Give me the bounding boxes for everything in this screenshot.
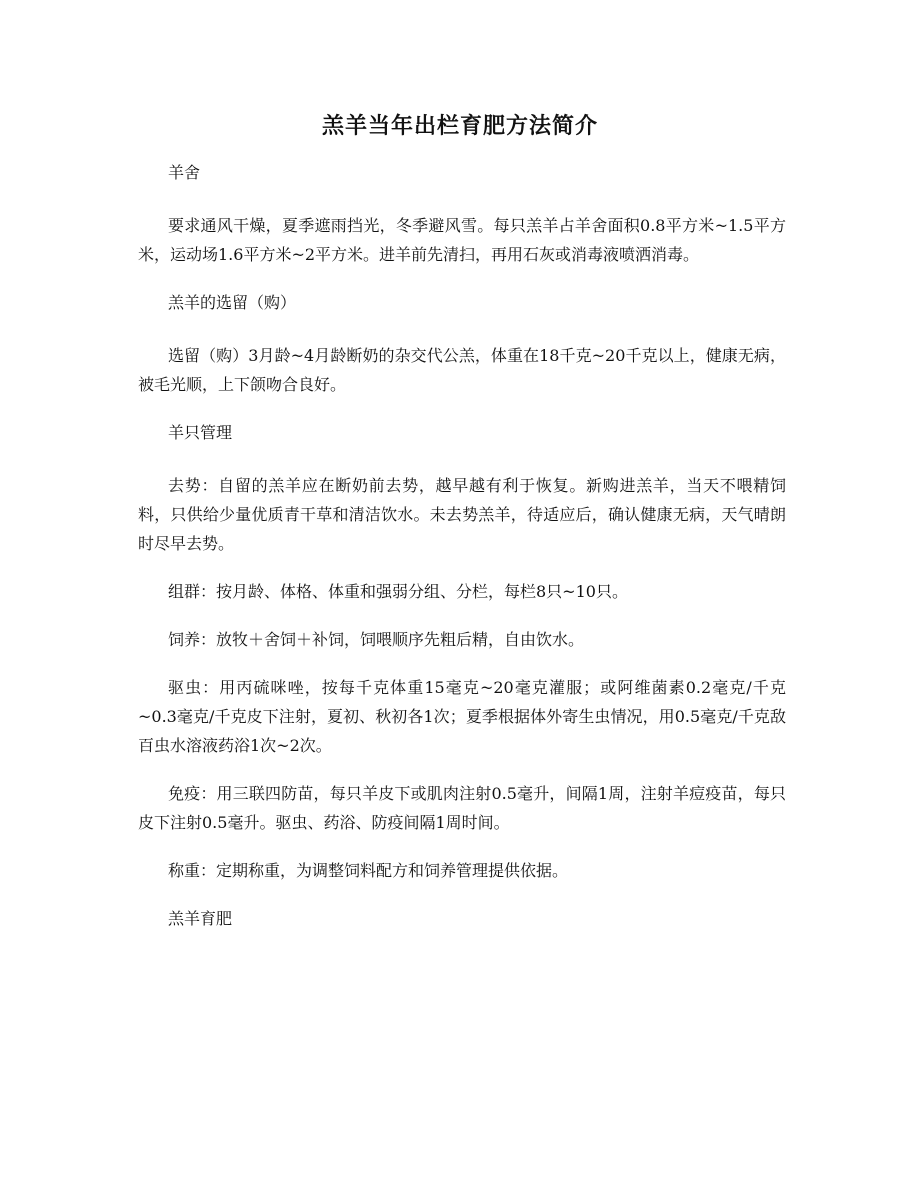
section-heading-fattening: 羔羊育肥 [168,909,233,928]
section-heading-sheep-house: 羊舍 [168,163,201,182]
paragraph-immunization: 免疫：用三联四防苗，每只羊皮下或肌肉注射0.5毫升，间隔1周，注射羊痘疫苗，每只皮下注射0.5毫升。驱虫、药浴、防疫间隔1周时间。 [138,784,786,832]
paragraph-weighing: 称重：定期称重，为调整饲料配方和饲养管理提供依据。 [168,861,569,880]
paragraph-sheep-house: 要求通风干燥，夏季遮雨挡光，冬季避风雪。每只羔羊占羊舍面积0.8平方米~1.5平方米，运动场1.6平方米~2平方米。进羊前先清扫，再用石灰或消毒液喷洒消毒。 [138,216,786,264]
section-heading-management: 羊只管理 [168,423,233,442]
paragraph-feeding: 饲养：放牧＋舍饲＋补饲，饲喂顺序先粗后精，自由饮水。 [168,630,585,649]
paragraph-deworming: 驱虫：用丙硫咪唑，按每千克体重15毫克~20毫克灌服；或阿维菌素0.2毫克/千克~0.3毫克/千克皮下注射，夏初、秋初各1次；夏季根据体外寄生虫情况，用0.5毫克/千克敌百虫水溶液药浴1次~2次。 [138,678,786,755]
section-heading-lamb-selection: 羔羊的选留（购） [168,293,297,312]
paragraph-grouping: 组群：按月龄、体格、体重和强弱分组、分栏，每栏8只~10只。 [168,582,628,601]
document-title: 羔羊当年出栏育肥方法简介 [321,113,598,139]
document-body [138,158,786,957]
paragraph-lamb-selection: 选留（购）3月龄~4月龄断奶的杂交代公羔，体重在18千克~20千克以上，健康无病，被毛光顺，上下颌吻合良好。 [138,346,786,394]
paragraph-castration: 去势：自留的羔羊应在断奶前去势，越早越有利于恢复。新购进羔羊，当天不喂精饲料，只供给少量优质青干草和清洁饮水。未去势羔羊，待适应后，确认健康无病，天气晴朗时尽早去势。 [138,476,786,553]
